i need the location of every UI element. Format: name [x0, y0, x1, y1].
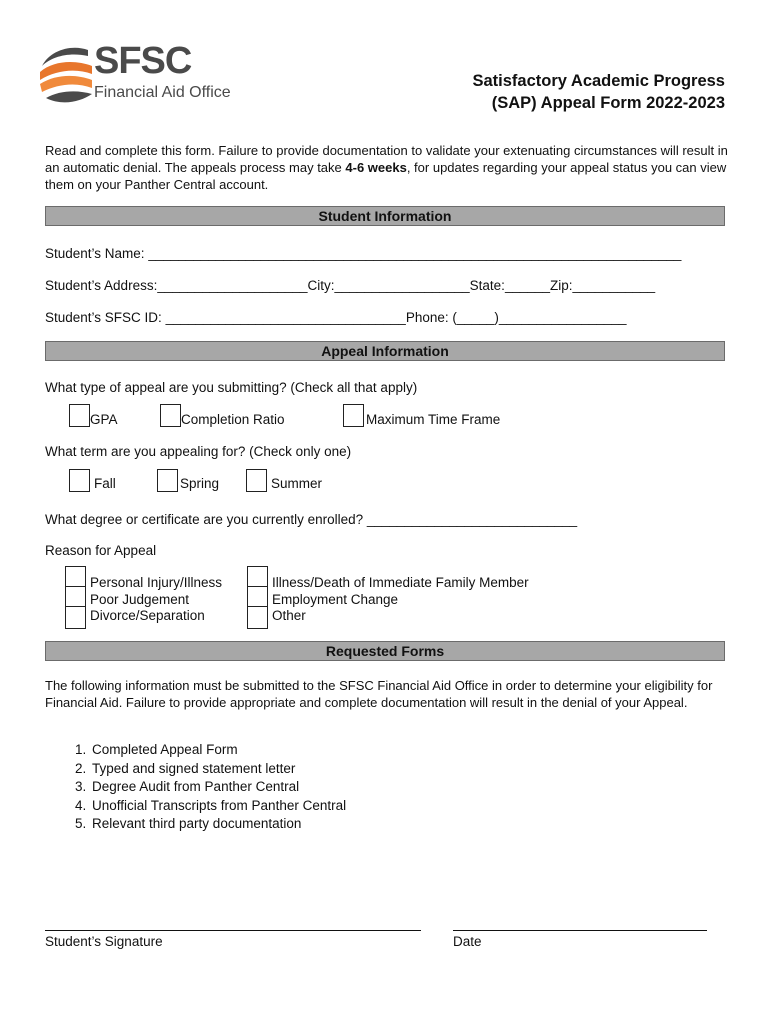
poor-judgement-checkbox[interactable] — [65, 586, 86, 607]
reason-other: Other — [272, 608, 306, 623]
logo — [36, 42, 256, 108]
signature-line[interactable] — [45, 930, 421, 931]
reason-illness-death: Illness/Death of Immediate Family Member — [272, 575, 529, 590]
reasons-right-list — [272, 575, 529, 625]
list-item: 1. Completed Appeal Form — [90, 741, 346, 760]
intro-after: , for updates regarding your appeal status you can view them on your Panther Central account. — [45, 160, 727, 192]
spring-label: Spring — [180, 476, 220, 491]
reasons-left-list — [90, 575, 222, 625]
gpa-checkbox[interactable] — [69, 404, 90, 427]
gpa-label: GPA — [90, 412, 118, 427]
requested-forms-paragraph: The following information must be submitted to the SFSC Financial Aid Office in order to determine your eligibility for Financial Aid. Failure to provide appropriate and complete documentation will result in the denial of your Appeal. — [45, 678, 713, 710]
illness-death-checkbox[interactable] — [247, 566, 268, 587]
phone-area-field[interactable]: _____ — [456, 310, 495, 325]
sfsc-id-field[interactable]: ________________________________ — [165, 310, 406, 325]
date-line[interactable] — [453, 930, 707, 931]
divorce-separation-checkbox[interactable] — [65, 606, 86, 629]
intro-bold: 4-6 weeks — [345, 160, 407, 175]
fall-label: Fall — [94, 476, 116, 491]
reason-employment-change: Employment Change — [272, 591, 399, 607]
title-line-1: Satisfactory Academic Progress — [472, 72, 725, 90]
zip-label: Zip: — [550, 278, 573, 293]
summer-label: Summer — [271, 476, 323, 491]
address-label: Student’s Address: — [45, 278, 158, 293]
requested-forms-list — [45, 741, 346, 834]
phone-number-field[interactable]: _________________ — [498, 310, 627, 325]
student-name-row — [45, 246, 681, 261]
student-name-label: Student’s Name: — [45, 246, 149, 261]
list-item: 3. Degree Audit from Panther Central — [90, 778, 346, 797]
title-line-2: (SAP) Appeal Form 2022-2023 — [491, 94, 725, 112]
summer-checkbox[interactable] — [246, 469, 267, 492]
reason-divorce-separation: Divorce/Separation — [90, 608, 205, 623]
phone-close: ) — [494, 310, 499, 325]
logo-subtitle: Financial Aid Office — [94, 84, 231, 101]
state-field[interactable]: ______ — [504, 278, 550, 293]
requested-forms-header: Requested Forms — [45, 641, 725, 661]
list-item: 4. Unofficial Transcripts from Panther Central — [90, 797, 346, 816]
personal-injury-checkbox[interactable] — [65, 566, 86, 587]
city-field[interactable]: __________________ — [334, 278, 470, 293]
completion-ratio-label: Completion Ratio — [181, 412, 285, 427]
logo-brand: SFSC — [94, 40, 192, 82]
completion-ratio-checkbox[interactable] — [160, 404, 181, 427]
student-name-field[interactable]: _______________________________________________________________________ — [148, 246, 682, 261]
page-title — [472, 70, 725, 114]
date-label: Date — [453, 934, 482, 949]
appeal-information-header: Appeal Information — [45, 341, 725, 361]
sfsc-id-label: Student’s SFSC ID: — [45, 310, 166, 325]
sfsc-swoosh-logo-icon — [36, 42, 96, 108]
phone-label: Phone: ( — [405, 310, 457, 325]
city-label: City: — [307, 278, 335, 293]
address-field[interactable]: ____________________ — [157, 278, 308, 293]
appeal-type-question: What type of appeal are you submitting? (Check all that apply) — [45, 380, 418, 395]
reason-label: Reason for Appeal — [45, 543, 157, 558]
fall-checkbox[interactable] — [69, 469, 90, 492]
list-item: 2. Typed and signed statement letter — [90, 760, 346, 779]
maximum-time-frame-label: Maximum Time Frame — [366, 412, 501, 427]
intro-text — [45, 142, 735, 193]
employment-change-checkbox[interactable] — [247, 586, 268, 607]
student-id-row — [45, 310, 627, 325]
spring-checkbox[interactable] — [157, 469, 178, 492]
degree-question: What degree or certificate are you currently enrolled? — [45, 512, 367, 527]
degree-row — [45, 512, 577, 527]
zip-field[interactable]: ___________ — [572, 278, 656, 293]
reason-poor-judgement: Poor Judgement — [90, 591, 190, 607]
student-information-header: Student Information — [45, 206, 725, 226]
other-checkbox[interactable] — [247, 606, 268, 629]
state-label: State: — [469, 278, 505, 293]
term-question: What term are you appealing for? (Check only one) — [45, 444, 352, 459]
student-address-row — [45, 278, 655, 293]
reason-personal-injury: Personal Injury/Illness — [90, 575, 223, 590]
degree-field[interactable]: ____________________________ — [366, 512, 578, 527]
maximum-time-frame-checkbox[interactable] — [343, 404, 364, 427]
student-signature-label: Student’s Signature — [45, 934, 163, 949]
intro-before: Read and complete this form. Failure to provide documentation to validate your extenuating circumstances will result in an automatic denial. The appeals process may take — [45, 143, 728, 175]
list-item: 5. Relevant third party documentation — [90, 815, 346, 834]
